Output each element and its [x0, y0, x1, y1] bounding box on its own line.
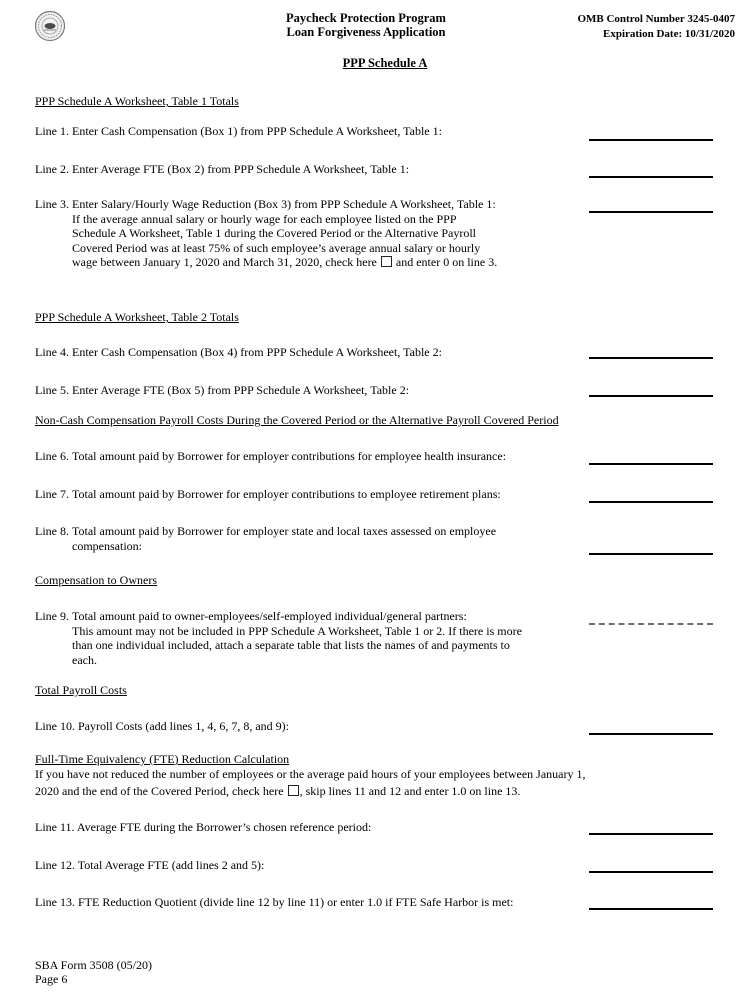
line-8-number: Line 8.: [35, 524, 69, 538]
line-11-value-field[interactable]: [589, 817, 713, 835]
section-table1-heading: PPP Schedule A Worksheet, Table 1 Totals: [35, 94, 239, 108]
section-total-heading: Total Payroll Costs: [35, 683, 127, 697]
line-11-number: Line 11.: [35, 820, 75, 834]
form-line-13: [35, 895, 580, 910]
line-12-text: Total Average FTE (add lines 2 and 5):: [77, 858, 265, 872]
fte-instructions: If you have not reduced the number of employees or the average paid hours of your employees between January 1, 2020 and the end of the Covered Period, check here , skip lines 11 and 12 and enter 1.0 on line 13.: [35, 767, 586, 798]
fte-no-reduction-checkbox[interactable]: [288, 785, 299, 796]
form-line-10: [35, 719, 580, 734]
section-fte-heading: Full-Time Equivalency (FTE) Reduction Calculation: [35, 752, 290, 766]
line-7-value-field[interactable]: [589, 485, 713, 503]
section-owners-heading: Compensation to Owners: [35, 573, 157, 587]
line-12-value-field[interactable]: [589, 855, 713, 873]
line-6-value-field[interactable]: [589, 447, 713, 465]
line-2-number: Line 2.: [35, 162, 69, 176]
form-line-7: [35, 487, 617, 502]
form-line-11: [35, 820, 580, 835]
line-2-value-field[interactable]: [589, 160, 713, 178]
line-12-number: Line 12.: [35, 858, 75, 872]
line-10-text: Payroll Costs (add lines 1, 4, 6, 7, 8, and 9):: [78, 719, 289, 733]
form-title-line1: Paycheck Protection Program: [286, 11, 446, 25]
form-line-5: [35, 383, 617, 398]
line-3-note: If the average annual salary or hourly wage for each employee listed on the PPP Schedule A Worksheet, Table 1 during the Covered Period or the Alternative Payroll Covered Period was at least 75% of such employee’s average annual salary or hourly wage between January 1, 2020 and March 31, 2020, check here and enter 0 on line 3.: [72, 211, 498, 269]
line-6-number: Line 6.: [35, 449, 69, 463]
form-line-2: [35, 162, 617, 177]
line-3-value-field[interactable]: [589, 195, 713, 213]
line-9-note: This amount may not be included in PPP Schedule A Worksheet, Table 1 or 2. If there is more than one individual included, attach a separate table that lists the names of and payments to each.: [72, 623, 522, 667]
line-11-text: Average FTE during the Borrower’s chosen reference period:: [76, 820, 372, 834]
line-10-value-field[interactable]: [589, 717, 713, 735]
form-line-3: [35, 197, 617, 270]
page-number: Page 6: [35, 972, 68, 986]
line-2-text: Enter Average FTE (Box 2) from PPP Schedule A Worksheet, Table 1:: [72, 162, 410, 176]
line-9-value-field[interactable]: [589, 607, 713, 625]
line-1-value-field[interactable]: [589, 123, 713, 141]
form-line-6: [35, 449, 617, 464]
line-9-number: Line 9.: [35, 609, 69, 623]
line-4-value-field[interactable]: [589, 341, 713, 359]
line-4-number: Line 4.: [35, 345, 69, 359]
line-9-text: Total amount paid to owner-employees/self-employed individual/general partners:: [72, 609, 467, 623]
form-line-12: [35, 858, 580, 873]
line-10-number: Line 10.: [35, 719, 75, 733]
line-1-text: Enter Cash Compensation (Box 1) from PPP Schedule A Worksheet, Table 1:: [72, 124, 442, 138]
form-number: SBA Form 3508 (05/20): [35, 958, 153, 972]
section-table2-heading: PPP Schedule A Worksheet, Table 2 Totals: [35, 310, 239, 324]
line-5-number: Line 5.: [35, 383, 69, 397]
form-line-4: [35, 345, 617, 360]
omb-control-number: OMB Control Number 3245-0407: [577, 13, 735, 25]
line-8-value-field[interactable]: [589, 537, 713, 555]
form-line-1: [35, 124, 617, 139]
line-5-text: Enter Average FTE (Box 5) from PPP Schedule A Worksheet, Table 2:: [72, 383, 410, 397]
line-13-number: Line 13.: [35, 895, 75, 909]
section-noncash-heading: Non-Cash Compensation Payroll Costs During the Covered Period or the Alternative Payroll Covered Period: [35, 413, 559, 427]
line-5-value-field[interactable]: [589, 379, 713, 397]
line-1-number: Line 1.: [35, 124, 69, 138]
line-13-value-field[interactable]: [589, 892, 713, 910]
form-title-line2: Loan Forgiveness Application: [286, 25, 446, 39]
form-line-8: [35, 524, 617, 553]
page-footer: [35, 958, 152, 986]
line-3-number: Line 3.: [35, 197, 69, 211]
expiration-date: Expiration Date: 10/31/2020: [603, 28, 735, 40]
omb-block: [577, 12, 735, 42]
line-4-text: Enter Cash Compensation (Box 4) from PPP Schedule A Worksheet, Table 2:: [72, 345, 442, 359]
page-title: PPP Schedule A: [342, 56, 428, 70]
line-13-text: FTE Reduction Quotient (divide line 12 by line 11) or enter 1.0 if FTE Safe Harbor is met:: [78, 895, 514, 909]
line-8-text: Total amount paid by Borrower for employer state and local taxes assessed on employee compensation:: [72, 524, 497, 553]
line-3-text: Enter Salary/Hourly Wage Reduction (Box 3) from PPP Schedule A Worksheet, Table 1:: [72, 197, 496, 211]
line-7-text: Total amount paid by Borrower for employer contributions to employee retirement plans:: [72, 487, 501, 501]
form-line-9: [35, 609, 617, 667]
line-7-number: Line 7.: [35, 487, 69, 501]
line-3-checkbox[interactable]: [381, 256, 392, 267]
line-6-text: Total amount paid by Borrower for employer contributions for employee health insurance:: [72, 449, 507, 463]
